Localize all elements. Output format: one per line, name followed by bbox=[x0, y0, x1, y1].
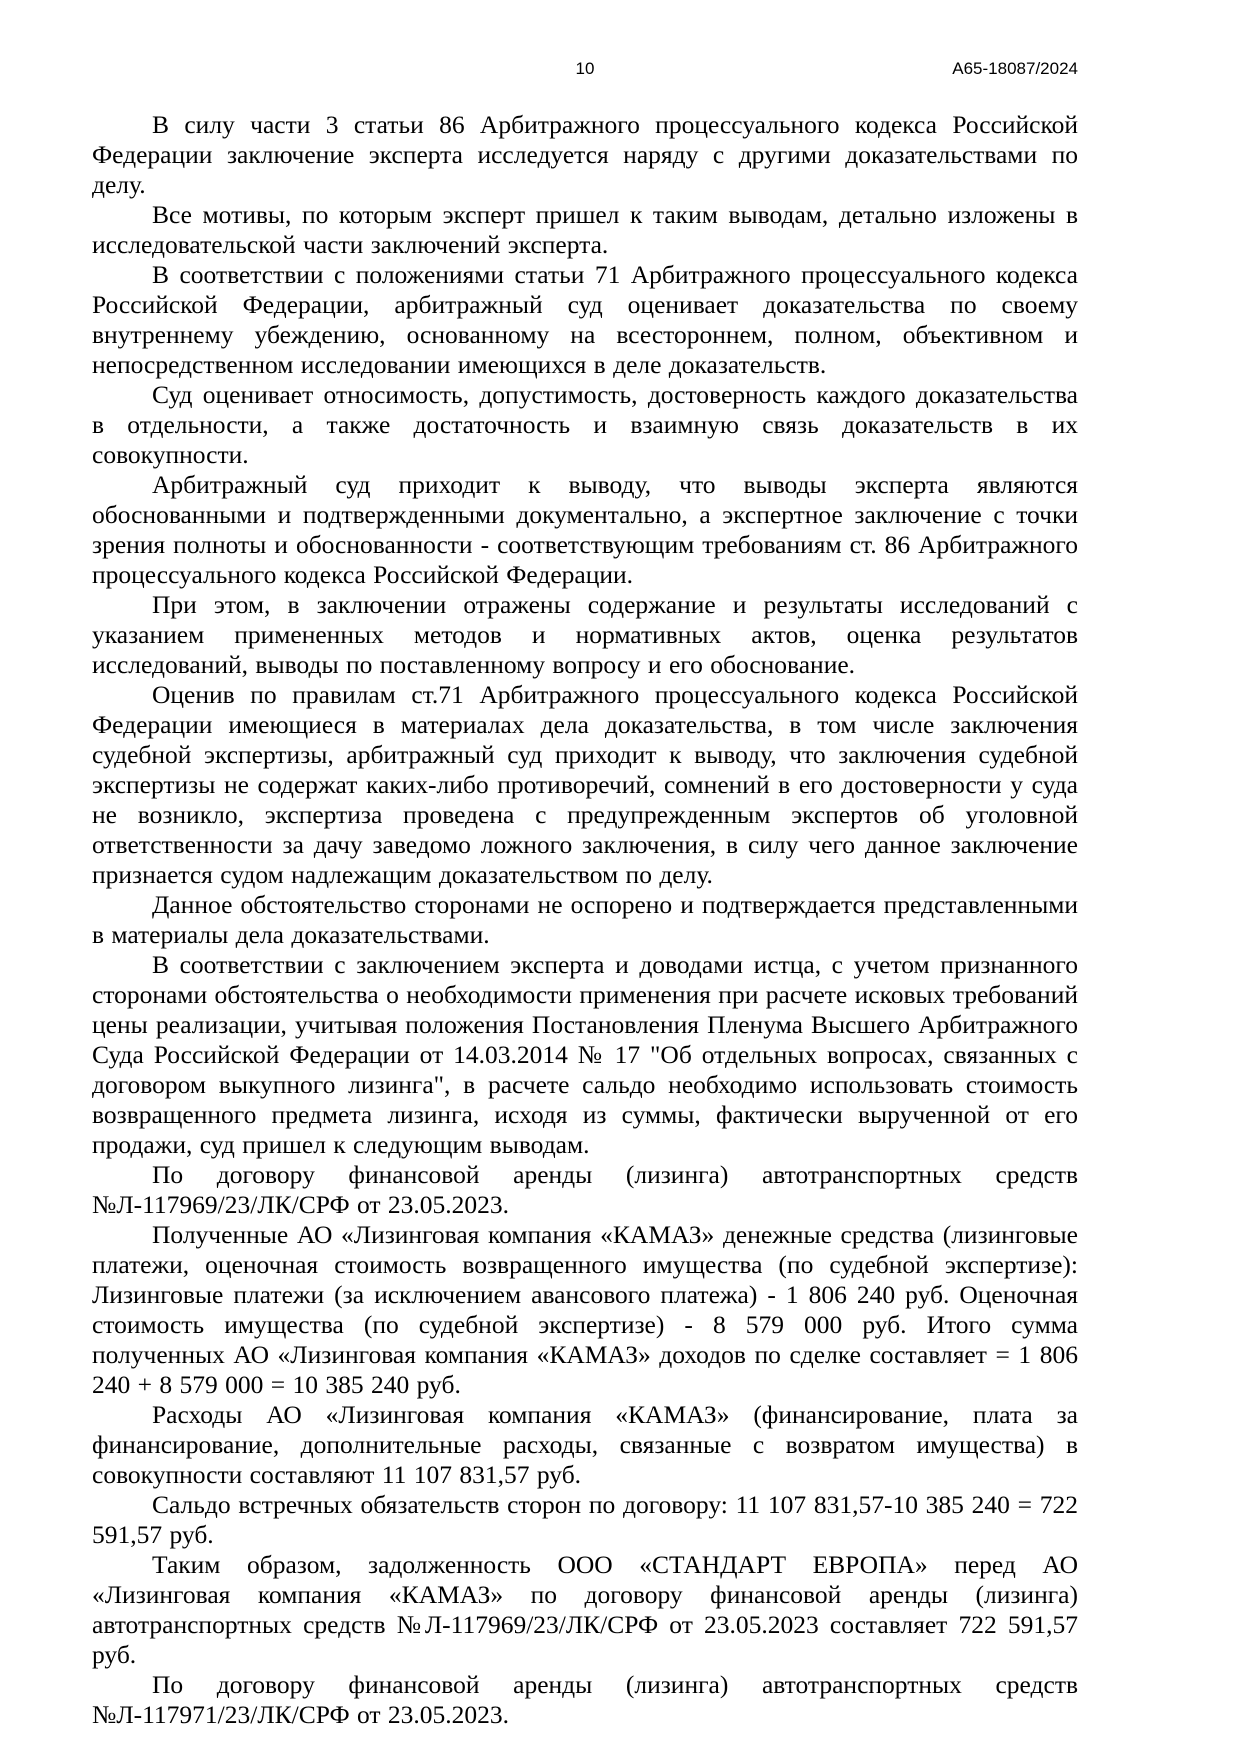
document-body bbox=[92, 110, 1078, 1730]
paragraph: По договору финансовой аренды (лизинга) автотранспортных средств №Л-117969/23/ЛК/СРФ от 23.05.2023. bbox=[92, 1160, 1078, 1219]
paragraph: В соответствии с положениями статьи 71 Арбитражного процессуального кодекса Российской Федерации, арбитражный суд оценивает доказательства по своему внутреннему убеждению, основанному на всестороннем, полном, объективном и непосредственном исследовании имеющихся в деле доказательств. bbox=[92, 260, 1078, 379]
paragraph: В соответствии с заключением эксперта и доводами истца, с учетом признанного сторонами обстоятельства о необходимости применения при расчете исковых требований цены реализации, учитывая положения Постановления Пленума Высшего Арбитражного Суда Российской Федерации от 14.03.2014 № 17 "Об отдельных вопросах, связанных с договором выкупного лизинга", в расчете сальдо необходимо использовать стоимость возвращенного предмета лизинга, исходя из суммы, фактически вырученной от его продажи, суд пришел к следующим выводам. bbox=[92, 950, 1078, 1159]
paragraph: Все мотивы, по которым эксперт пришел к таким выводам, детально изложены в исследовательской части заключений эксперта. bbox=[92, 200, 1078, 259]
paragraph: Суд оценивает относимость, допустимость, достоверность каждого доказательства в отдельности, а также достаточность и взаимную связь доказательств в их совокупности. bbox=[92, 380, 1078, 469]
paragraph: Таким образом, задолженность ООО «СТАНДАРТ ЕВРОПА» перед АО «Лизинговая компания «КАМАЗ» по договору финансовой аренды (лизинга) автотранспортных средств №Л-117969/23/ЛК/СРФ от 23.05.2023 составляет 722 591,57 руб. bbox=[92, 1550, 1078, 1669]
paragraph: Данное обстоятельство сторонами не оспорено и подтверждается представленными в материалы дела доказательствами. bbox=[92, 890, 1078, 949]
paragraph: Сальдо встречных обязательств сторон по договору: 11 107 831,57-10 385 240 = 722 591,57 руб. bbox=[92, 1490, 1078, 1549]
paragraph: Арбитражный суд приходит к выводу, что выводы эксперта являются обоснованными и подтвержденными документально, а экспертное заключение с точки зрения полноты и обоснованности - соответствующим требованиям ст. 86 Арбитражного процессуального кодекса Российской Федерации. bbox=[92, 470, 1078, 589]
paragraph: Полученные АО «Лизинговая компания «КАМАЗ» денежные средства (лизинговые платежи, оценочная стоимость возвращенного имущества (по судебной экспертизе): Лизинговые платежи (за исключением авансового платежа) - 1 806 240 руб. Оценочная стоимость имущества (по судебной экспертизе) - 8 579 000 руб. Итого сумма полученных АО «Лизинговая компания «КАМАЗ» доходов по сделке составляет = 1 806 240 + 8 579 000 = 10 385 240 руб. bbox=[92, 1220, 1078, 1399]
paragraph: При этом, в заключении отражены содержание и результаты исследований с указанием примененных методов и нормативных актов, оценка результатов исследований, выводы по поставленному вопросу и его обоснование. bbox=[92, 590, 1078, 679]
paragraph: В силу части 3 статьи 86 Арбитражного процессуального кодекса Российской Федерации заключение эксперта исследуется наряду с другими доказательствами по делу. bbox=[92, 110, 1078, 199]
paragraph: По договору финансовой аренды (лизинга) автотранспортных средств №Л-117971/23/ЛК/СРФ от 23.05.2023. bbox=[92, 1670, 1078, 1729]
case-number: А65-18087/2024 bbox=[952, 59, 1078, 78]
paragraph: Оценив по правилам ст.71 Арбитражного процессуального кодекса Российской Федерации имеющиеся в материалах дела доказательства, в том числе заключения судебной экспертизы, арбитражный суд приходит к выводу, что заключения судебной экспертизы не содержат каких-либо противоречий, сомнений в его достоверности у суда не возникло, экспертиза проведена с предупрежденным экспертов об уголовной ответственности за дачу заведомо ложного заключения, в силу чего данное заключение признается судом надлежащим доказательством по делу. bbox=[92, 680, 1078, 889]
page-number: 10 bbox=[575, 59, 595, 78]
page-header bbox=[92, 58, 1078, 80]
paragraph: Расходы АО «Лизинговая компания «КАМАЗ» (финансирование, плата за финансирование, дополнительные расходы, связанные с возвратом имущества) в совокупности составляют 11 107 831,57 руб. bbox=[92, 1400, 1078, 1489]
